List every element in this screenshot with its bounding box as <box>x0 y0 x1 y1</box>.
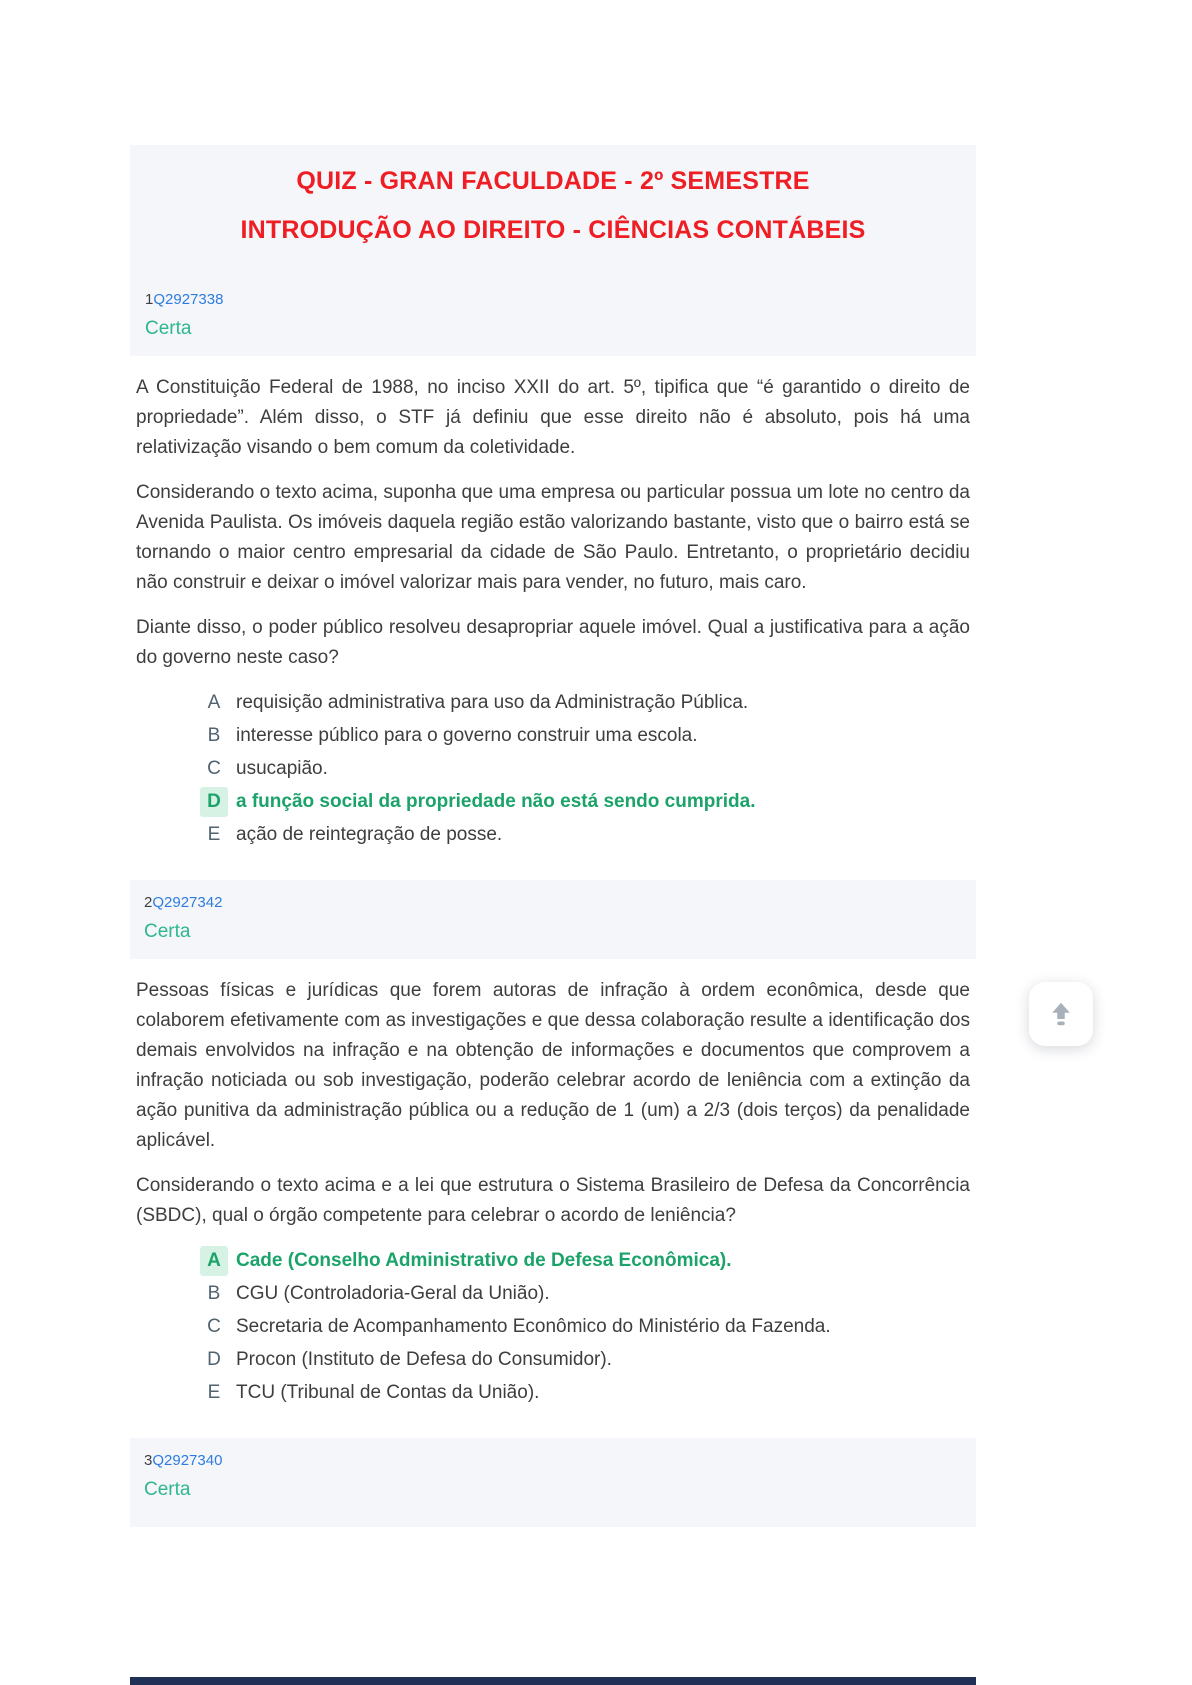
question-number: 2 <box>144 894 153 911</box>
question-paragraph: Pessoas físicas e jurídicas que forem autoras de infração à ordem econômica, desde que colaborem efetivamente com as investigações e que dessa colaboração resulte a identificação dos demais envolvidos na infração e na obtenção de informações e documentos que comprovem a infração noticiada ou sob investigação, poderão celebrar acordo de leniência com a extinção da ação punitiva da administração pública ou a redução de 1 (um) a 2/3 (dois terços) da penalidade aplicável. <box>136 980 970 1151</box>
option-letter: E <box>207 1382 221 1403</box>
question-id-line <box>144 894 968 911</box>
question-1-header <box>138 291 968 344</box>
question-3-header <box>137 1452 968 1501</box>
footer-bar <box>130 1677 976 1685</box>
question-id-line <box>145 291 968 308</box>
question-id-link[interactable]: Q2927342 <box>152 894 223 911</box>
option-text: Procon (Instituto de Defesa do Consumidor). <box>236 1349 612 1370</box>
status-badge: Certa <box>144 921 191 942</box>
option-letter: A <box>207 692 221 713</box>
question-paragraph: Diante disso, o poder público resolveu desapropriar aquele imóvel. Qual a justificativa para a ação do governo neste caso? <box>136 617 970 668</box>
quiz-header-panel <box>130 145 976 356</box>
option-text: requisição administrativa para uso da Administração Pública. <box>236 692 749 713</box>
question-paragraph: Considerando o texto acima e a lei que estrutura o Sistema Brasileiro de Defesa da Concorrência (SBDC), qual o órgão competente para celebrar o acordo de leniência? <box>136 1175 970 1226</box>
floating-action-button[interactable] <box>1029 982 1093 1046</box>
option-row-a <box>200 688 976 718</box>
option-text: TCU (Tribunal de Contas da União). <box>236 1382 540 1403</box>
question-number: 3 <box>144 1452 153 1469</box>
question-id-link[interactable]: Q2927338 <box>153 291 224 308</box>
question-id-link[interactable]: Q2927340 <box>152 1452 223 1469</box>
options-list <box>200 1246 976 1408</box>
option-row-b <box>200 721 976 751</box>
status-badge: Certa <box>145 318 192 339</box>
option-text: usucapião. <box>236 758 328 779</box>
option-letter: C <box>207 758 221 779</box>
option-letter: D <box>200 787 228 817</box>
option-row-a-correct <box>200 1246 976 1276</box>
question-id-line <box>144 1452 968 1469</box>
option-letter: B <box>207 1283 221 1304</box>
question-paragraph: Considerando o texto acima, suponha que uma empresa ou particular possua um lote no centro da Avenida Paulista. Os imóveis daquela região estão valorizando bastante, visto que o bairro está se tornando o maior centro empresarial da cidade de São Paulo. Entretanto, o proprietário decidiu não construir e deixar o imóvel valorizar mais para vender, no futuro, mais caro. <box>136 482 970 593</box>
option-text: a função social da propriedade não está sendo cumprida. <box>236 791 756 812</box>
option-row-e <box>200 820 976 850</box>
option-row-b <box>200 1279 976 1309</box>
option-letter: B <box>207 725 221 746</box>
page-title-line-2: INTRODUÇÃO AO DIREITO - CIÊNCIAS CONTÁBEIS <box>240 216 866 244</box>
option-text: Secretaria de Acompanhamento Econômico do Ministério da Fazenda. <box>236 1316 831 1337</box>
option-letter: A <box>200 1246 228 1276</box>
question-1-body <box>130 356 976 850</box>
question-2-body <box>130 959 976 1408</box>
content-column <box>130 0 976 1527</box>
options-list <box>200 688 976 850</box>
option-text: interesse público para o governo construir uma escola. <box>236 725 698 746</box>
option-letter: C <box>207 1316 221 1337</box>
option-row-d-correct <box>200 787 976 817</box>
option-text: ação de reintegração de posse. <box>236 824 503 845</box>
option-letter: D <box>207 1349 221 1370</box>
question-number: 1 <box>145 291 154 308</box>
up-arrow-icon <box>1046 999 1076 1029</box>
option-letter: E <box>207 824 221 845</box>
option-row-c <box>200 754 976 784</box>
option-row-e <box>200 1378 976 1408</box>
option-text: CGU (Controladoria-Geral da União). <box>236 1283 550 1304</box>
question-2-header-panel <box>130 880 976 959</box>
page-title-line-1: QUIZ - GRAN FACULDADE - 2º SEMESTRE <box>296 167 810 195</box>
question-paragraph: A Constituição Federal de 1988, no inciso XXII do art. 5º, tipifica que “é garantido o direito de propriedade”. Além disso, o STF já definiu que esse direito não é absoluto, pois há uma relativização visando o bem comum da coletividade. <box>136 377 970 458</box>
question-3-header-panel <box>130 1438 976 1527</box>
option-row-d <box>200 1345 976 1375</box>
option-row-c <box>200 1312 976 1342</box>
question-2-header <box>137 894 968 943</box>
option-text: Cade (Conselho Administrativo de Defesa Econômica). <box>236 1250 732 1271</box>
status-badge: Certa <box>144 1479 191 1500</box>
